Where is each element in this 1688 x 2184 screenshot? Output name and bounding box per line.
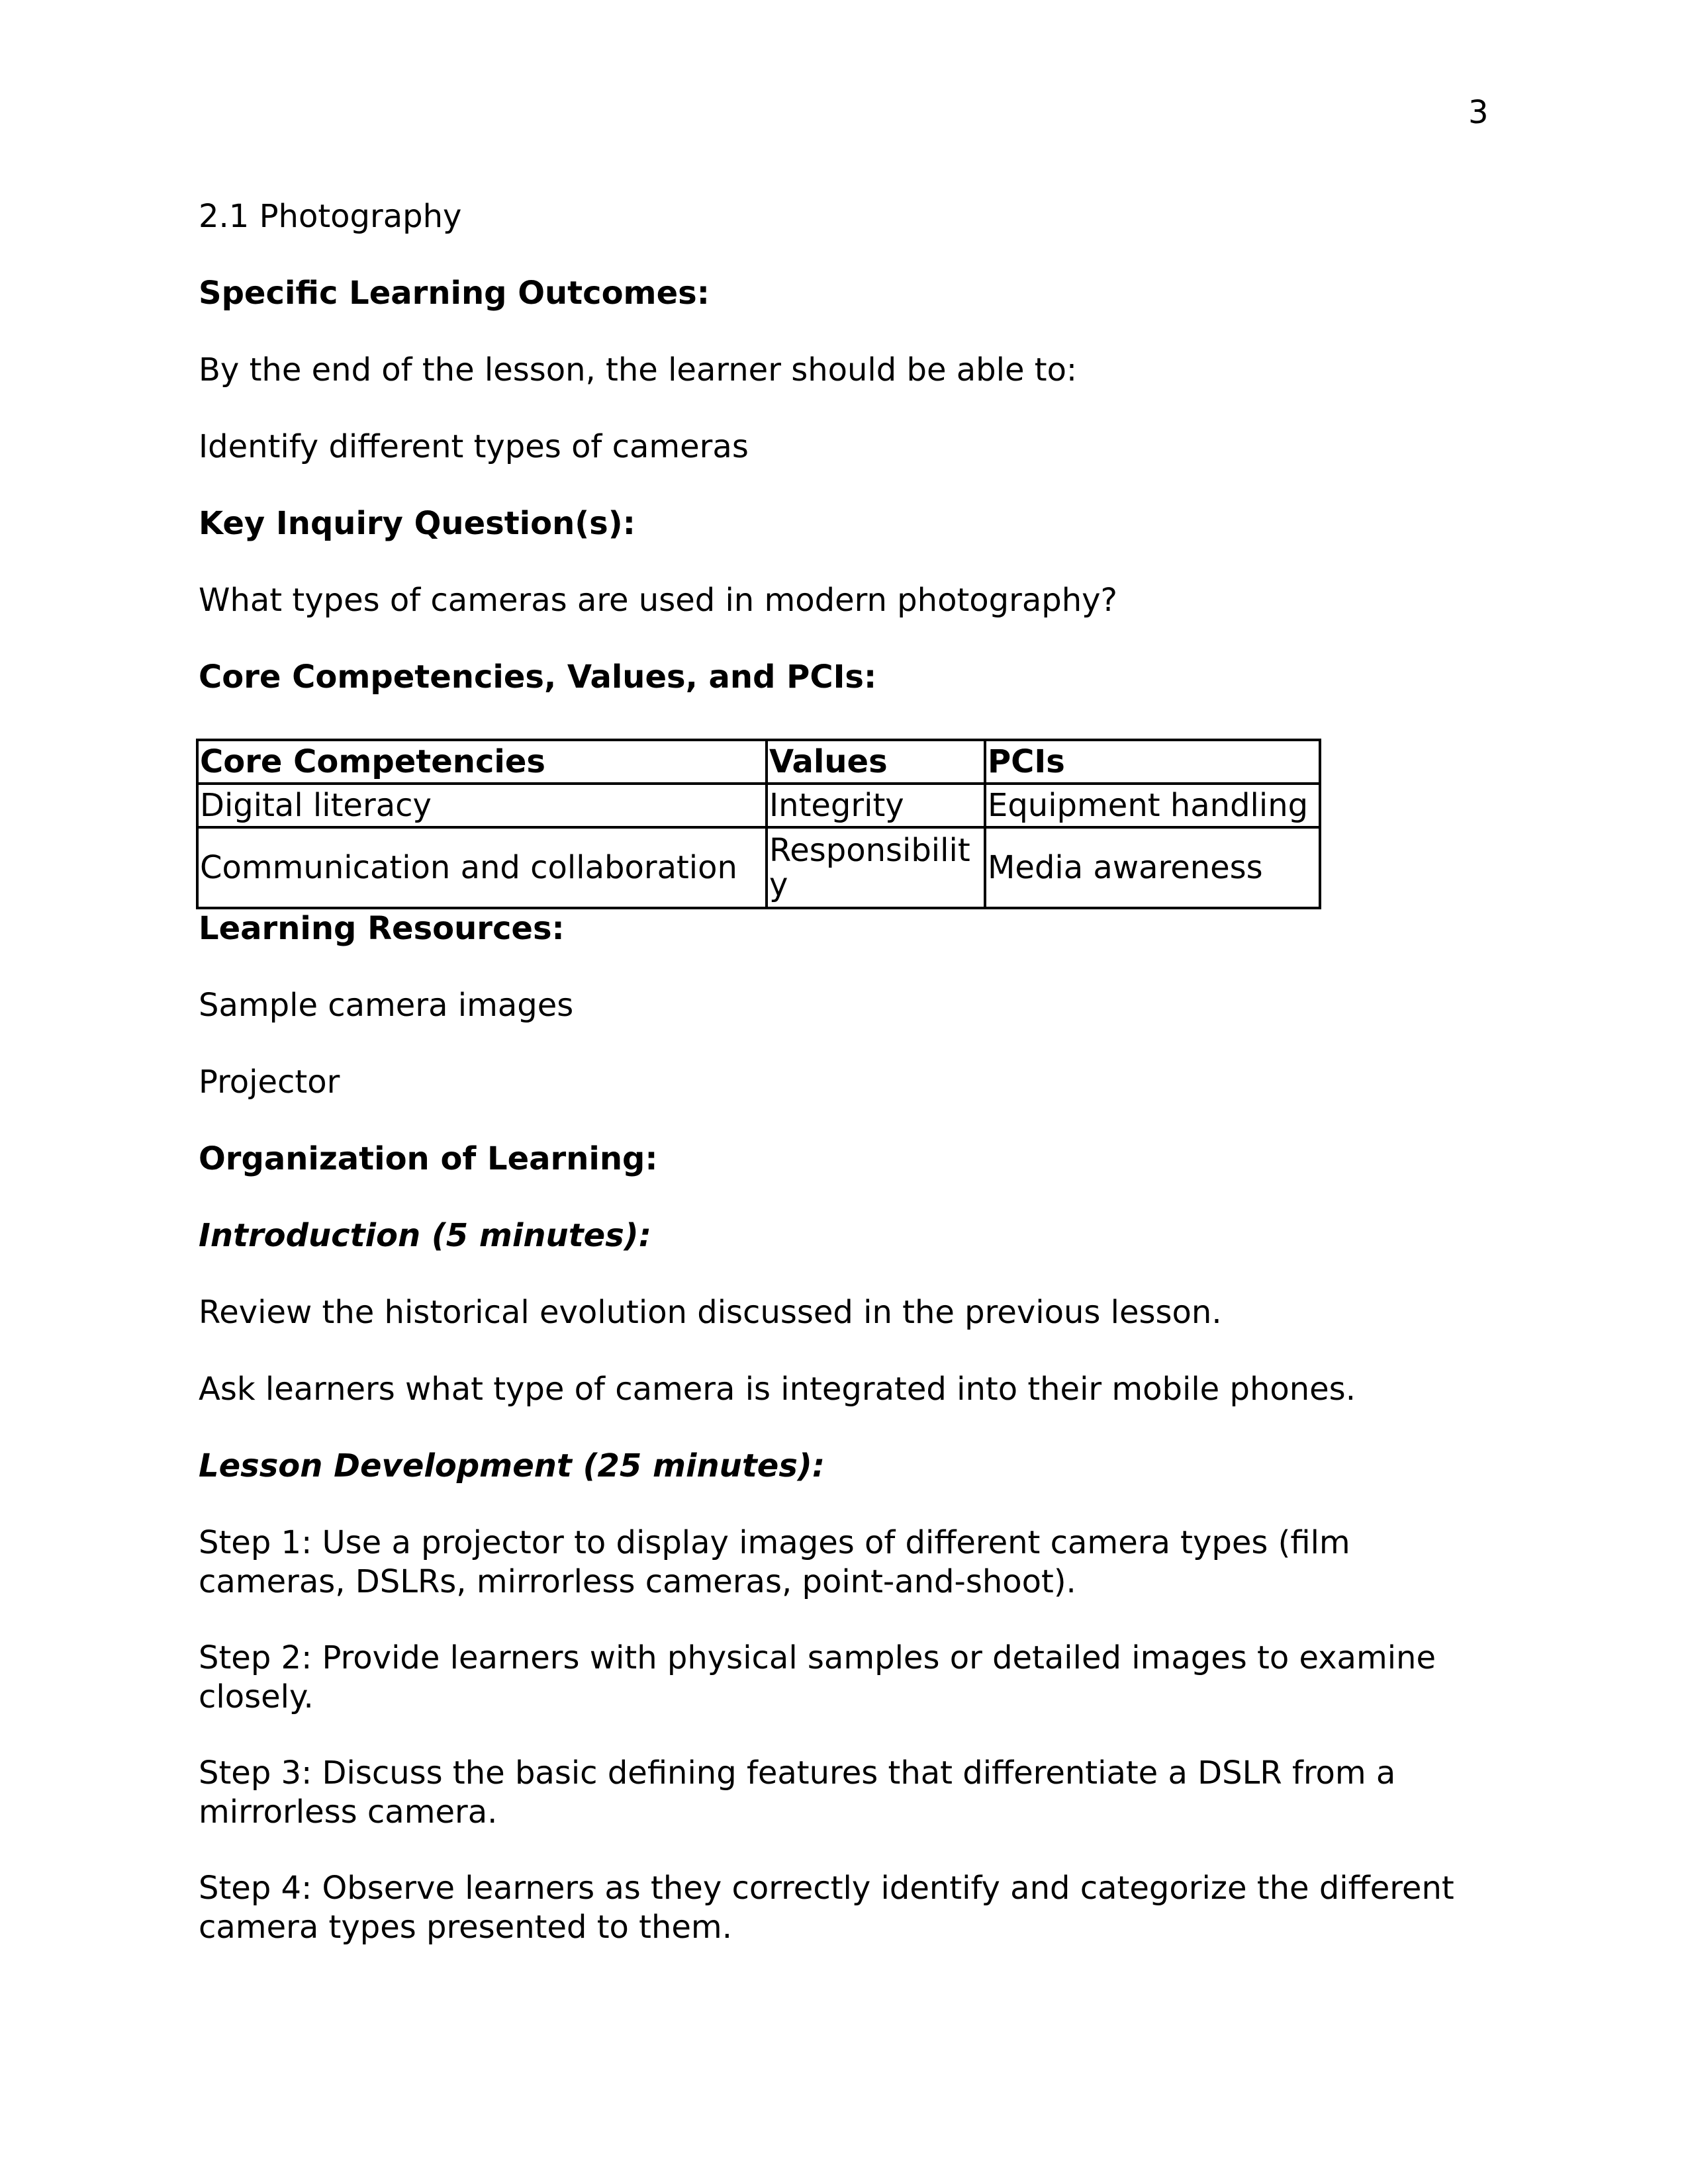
inquiry-question: What types of cameras are used in modern photography? [199,582,1118,619]
table-cell: Media awareness [985,827,1320,908]
introduction-item: Ask learners what type of camera is integrated into their mobile phones. [199,1371,1356,1408]
development-step: Step 3: Discuss the basic defining features that differentiate a DSLR from a mirrorless camera. [199,1754,1396,1831]
introduction-heading: Introduction (5 minutes): [199,1217,651,1254]
table-header-row [197,740,1320,784]
table-cell: Responsibility [767,827,985,908]
table-header-cell: Values [767,740,985,784]
resource-item: Projector [199,1064,340,1101]
page-number: 3 [1468,94,1489,131]
resources-heading: Learning Resources: [199,910,565,947]
development-step: Step 1: Use a projector to display images of different camera types (film cameras, DSLRs, mirrorless cameras, point-and-shoot). [199,1524,1350,1600]
table-cell: Communication and collaboration [197,827,767,908]
table-cell: Equipment handling [985,784,1320,827]
outcomes-item: Identify different types of cameras [199,428,749,465]
development-step: Step 4: Observe learners as they correctly identify and categorize the different camera types presented to them. [199,1870,1454,1946]
table-row [197,784,1320,827]
table-cell: Integrity [767,784,985,827]
table-header-cell: PCIs [985,740,1320,784]
development-heading: Lesson Development (25 minutes): [199,1447,825,1484]
table-header-cell: Core Competencies [197,740,767,784]
competencies-heading: Core Competencies, Values, and PCIs: [199,659,877,696]
section-title: 2.1 Photography [199,198,462,235]
introduction-item: Review the historical evolution discussed in the previous lesson. [199,1294,1222,1331]
outcomes-heading: Specific Learning Outcomes: [199,275,710,312]
table-row [197,827,1320,908]
outcomes-intro: By the end of the lesson, the learner should be able to: [199,351,1078,388]
inquiry-heading: Key Inquiry Question(s): [199,505,635,542]
organization-heading: Organization of Learning: [199,1140,658,1177]
resource-item: Sample camera images [199,987,574,1024]
table-cell: Digital literacy [197,784,767,827]
competencies-table [196,739,1321,909]
development-step: Step 2: Provide learners with physical samples or detailed images to examine closely. [199,1639,1436,1715]
